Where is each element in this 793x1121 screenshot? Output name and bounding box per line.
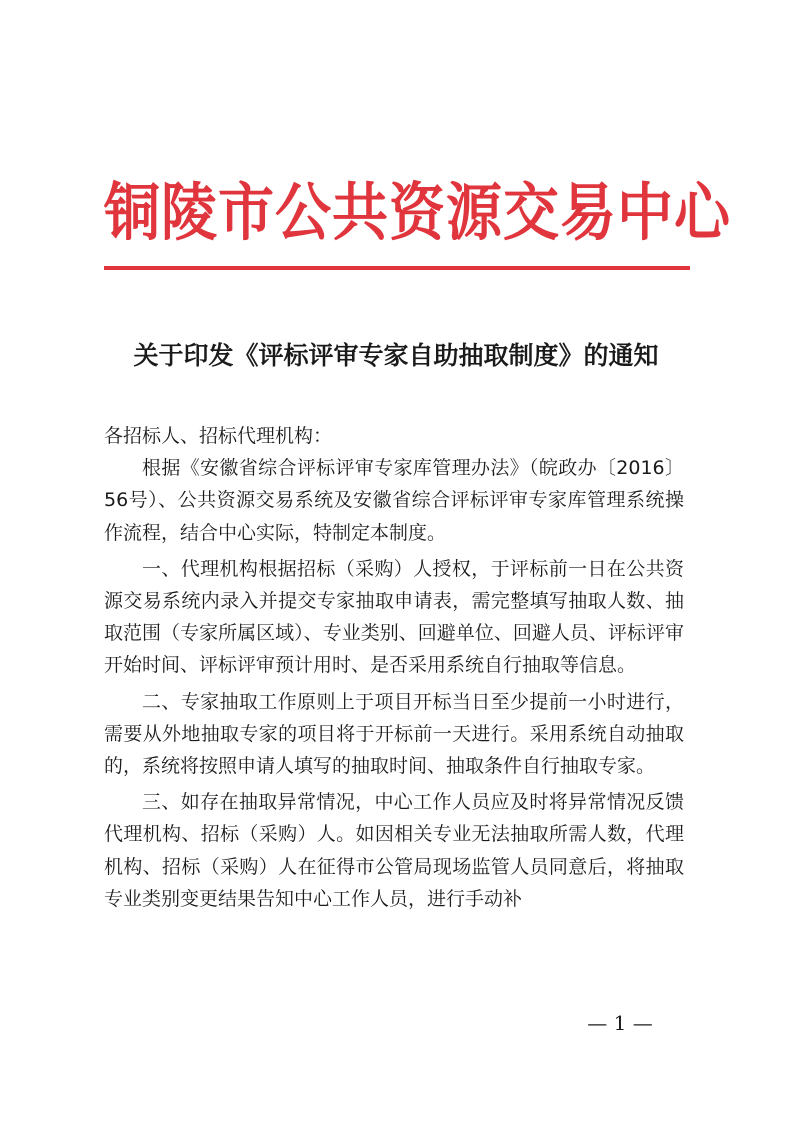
notice-title: 关于印发《评标评审专家自助抽取制度》的通知 xyxy=(133,341,659,370)
header-red-rule xyxy=(104,266,690,270)
paragraph-2: 二、专家抽取工作原则上于项目开标当日至少提前一小时进行，需要从外地抽取专家的项目将于开标前一天进行。采用系统自动抽取的，系统将按照申请人填写的抽取时间、抽取条件自行抽取专家。 xyxy=(104,690,684,778)
paragraph-intro: 根据《安徽省综合评标评审专家库管理办法》（皖政办〔2016〕 56号）、公共资源交易系统及安徽省综合评标评审专家库管理系统操作流程，结合中心实际，特制定本制度。 xyxy=(104,457,684,544)
paragraph-3: 三、如存在抽取异常情况，中心工作人员应及时将异常情况反馈代理机构、招标（采购）人。如因相关专业无法抽取所需人数，代理机构、招标（采购）人在征得市公管局现场监管人员同意后，将抽取专业类别变更结果告知中心工作人员，进行手动补 xyxy=(104,791,684,910)
paragraph-1: 一、代理机构根据招标（采购）人授权，于评标前一日在公共资源交易系统内录入并提交专家抽取申请表，需完整填写抽取人数、抽取范围（专家所属区域）、专业类别、回避单位、回避人员、评标评审开始时间、评标评审预计用时、是否采用系统自行抽取等信息。 xyxy=(104,557,684,677)
notice-body xyxy=(104,420,684,915)
org-header-title: 铜陵市公共资源交易中心 xyxy=(104,175,731,250)
page-number: — 1 — xyxy=(587,1011,653,1035)
salutation: 各招标人、招标代理机构： xyxy=(104,425,333,447)
